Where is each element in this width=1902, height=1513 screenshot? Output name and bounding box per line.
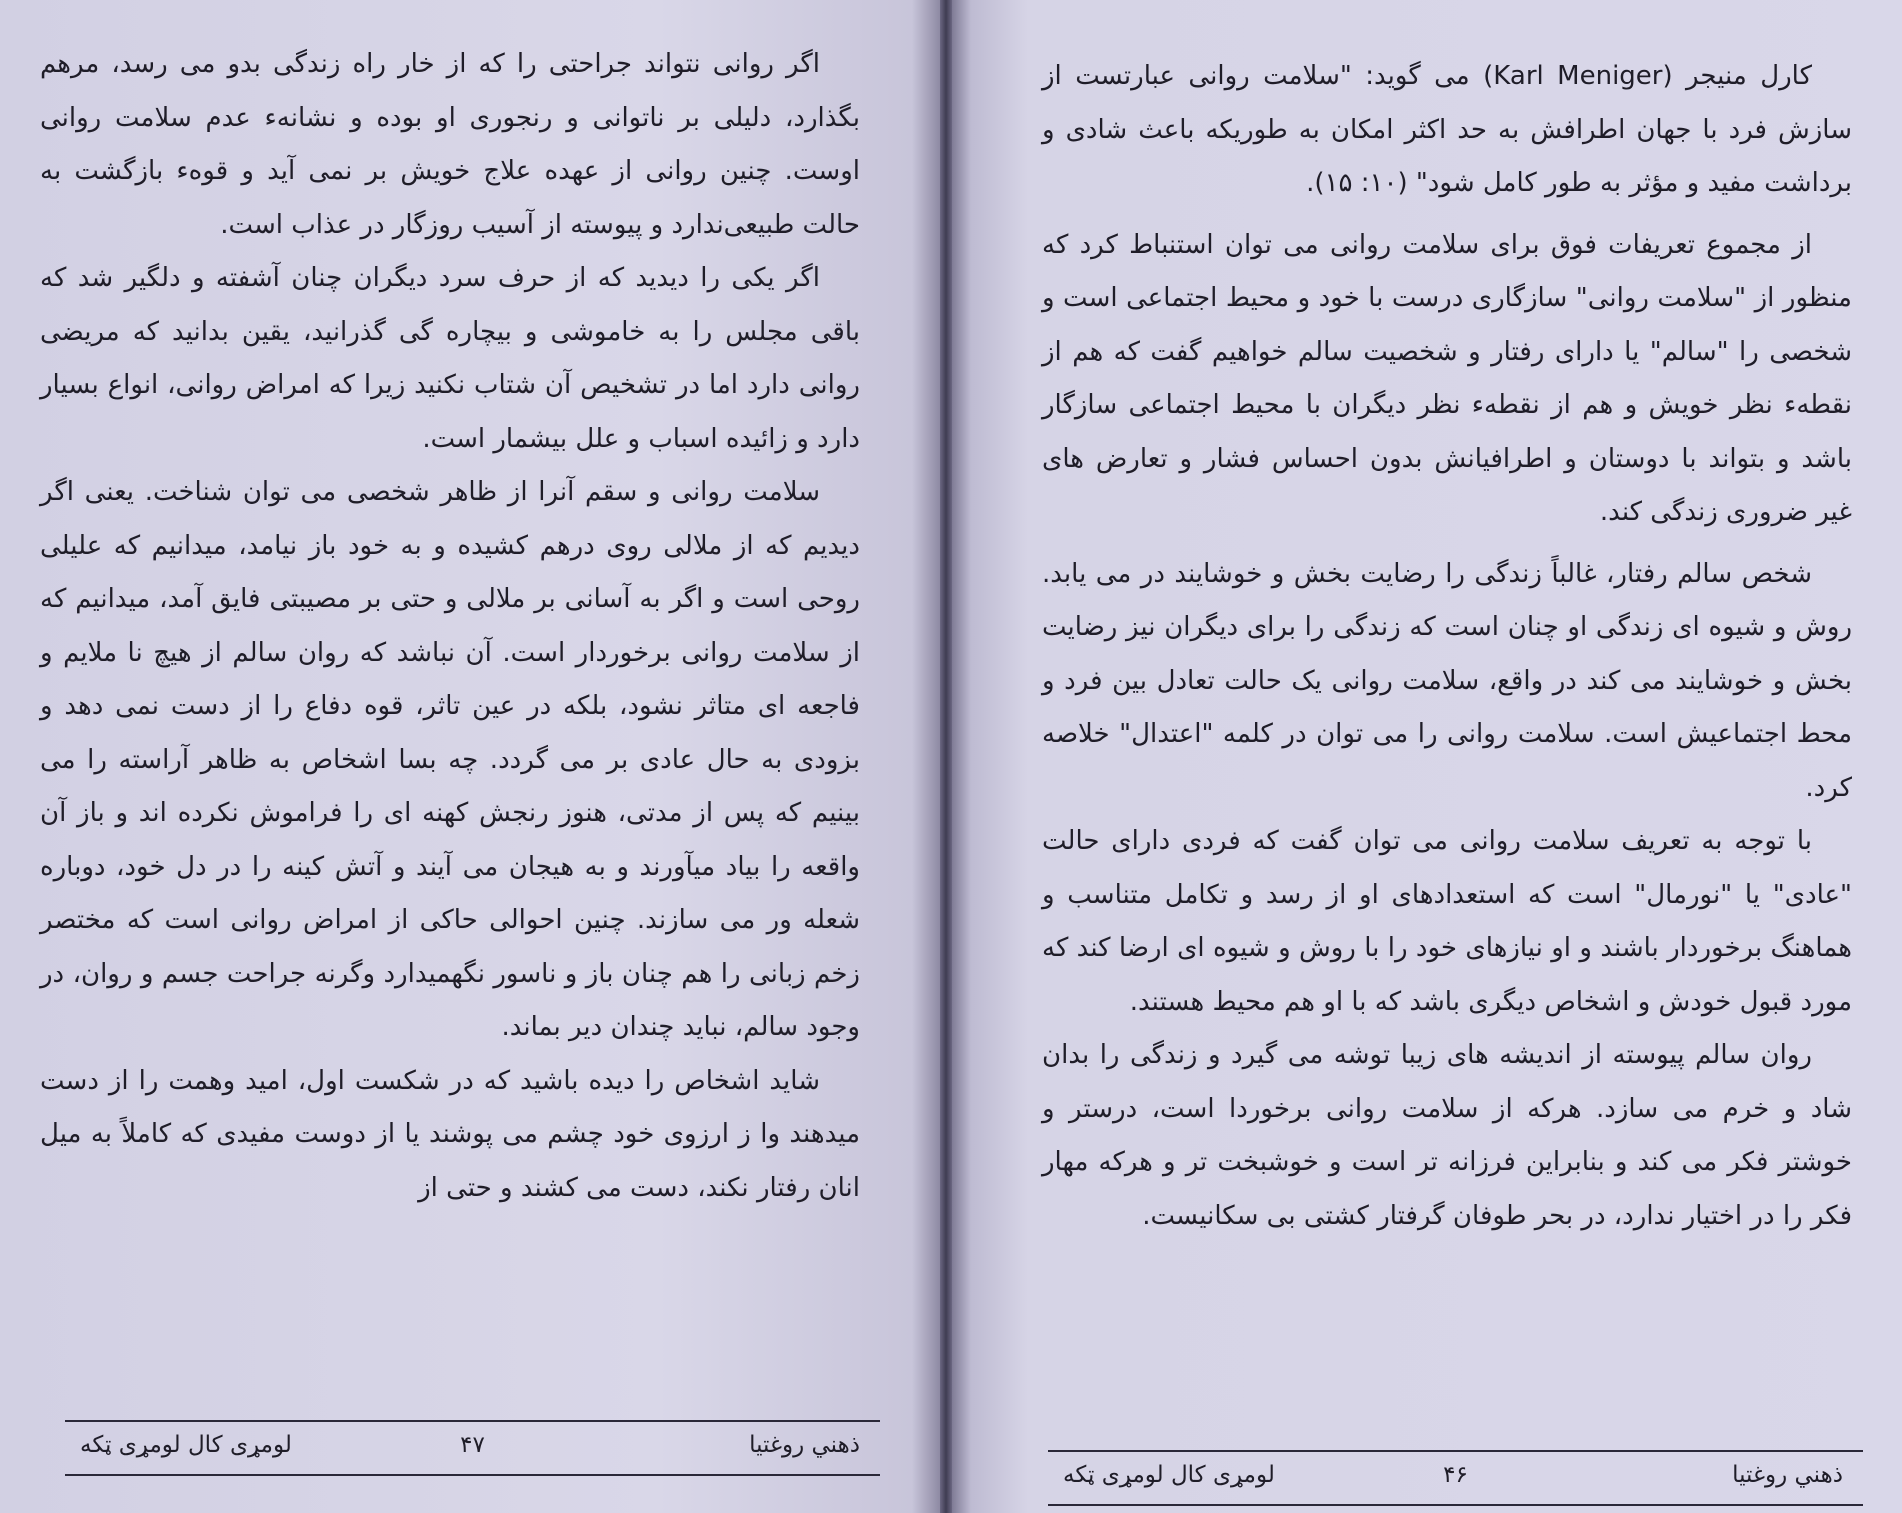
- left-paragraph-4: شاید اشخاص را دیده باشید که در شکست اول، امید وهمت را از دست میدهند وا ز ارزوی خود چشم می پوشند یا از دوست مفیدی که کاملاً به میل انان رفتار نکند، دست می کشند و حتی از: [40, 1065, 860, 1203]
- right-page-footer: [1048, 1450, 1863, 1506]
- right-footer-book-title: ذهني روغتيا: [1732, 1462, 1843, 1488]
- right-page: [952, 0, 1902, 1513]
- right-paragraph-5: روان سالم پیوسته از اندیشه های زیبا توشه می گیرد و زندگی را بدان شاد و خرم می سازد. هرکه از سلامت روانی برخوردا است، درستر و خوشتر فکر می کند و بنابراین فرزانه تر است و خوشبخت تر و هرکه مهار فکر را در اختیار ندارد، در بحر طوفان گرفتار کشتی بی سکانیست.: [1042, 1040, 1852, 1231]
- right-paragraph-3: شخص سالم رفتار، غالباً زندگی را رضایت بخش و خوشایند در می یابد. روش و شیوه ای زندگی او چنان است که زندگی را برای دیگران نیز رضایت بخش و خوشایند می کند در واقع، سلامت روانی یک حالت تعادل بین فرد و محط اجتماعیش است. سلامت روانی را می توان در کلمه "اعتدال" خلاصه کرد.: [1042, 558, 1852, 803]
- left-paragraph-1: اگر روانی نتواند جراحتی را که از خار راه زندگی بدو می رسد، مرهم بگذارد، دلیلی بر ناتوانی و رنجوری او بوده و نشانهء عدم سلامت روانی اوست. چنین روانی از عهده علاج خویش بر نمی آید و قوهء بازگشت به حالت طبیعی‌ندارد و پیوسته از آسیب روزگار در عذاب است.: [40, 49, 860, 240]
- right-paragraph-2: از مجموع تعریفات فوق برای سلامت روانی می توان استنباط کرد که منظور از "سلامت روانی" سازگاری درست با خود و محیط اجتماعی است و شخصی را "سالم" یا دارای رفتار و شخصیت سالم خواهیم گفت که هم از نقطهء نظر خویش و هم از نقطهء نظر دیگران با محیط اجتماعی سازگار باشد و بتواند با دوستان و اطرافیانش بدون احساس فشار و تعارض های غیر ضروری زندگی کند.: [1042, 229, 1852, 527]
- left-footer-grade: لومړی کال لومړی ټکه: [80, 1432, 292, 1458]
- right-paragraph-1: کارل منیجر (Karl Meniger) می گوید: "سلامت روانی عبارتست از سازش فرد با جهان اطرافش به حد اکثر امکان به طوریکه باعث شادی و برداشت مفید و مؤثر به طور کامل شود" (۱۰: ۱۵).: [1042, 61, 1852, 198]
- right-footer-page-number: ۴۶: [1443, 1462, 1468, 1488]
- left-paragraph-3: سلامت روانی و سقم آنرا از ظاهر شخصی می توان شناخت. یعنی اگر دیدیم که از ملالی روی درهم کشیده و به خود باز نیامد، میدانیم که علیلی روحی است و اگر به آسانی بر ملالی و حتی بر مصیبتی فایق آمد، میدانیم که از سلامت روانی برخوردار است. آن نباشد که روان سالم از هیچ نا ملایم و فاجعه ای متاثر نشود، بلکه در عین تاثر، قوه دفاع را از دست نمی دهد و بزودی به حال عادی بر می گردد. چه بسا اشخاص به ظاهر آراسته را می بینیم که پس از مدتی، هنوز رنجش کهنه ای را فراموش نکرده اند و باز آن واقعه را بیاد میآورند و به هیجان می آیند و آتش کینه را در دل خود، دوباره شعله ور می سازند. چنین احوالی حاکی از امراض روانی است که مختصر زخم زبانی را هم چنان باز و ناسور نگهمیدارد وگرنه جراحت جسم و روان، در وجود سالم، نباید چندان دیر بماند.: [40, 477, 860, 1042]
- right-footer-grade: لومړی کال لومړی ټکه: [1063, 1462, 1275, 1488]
- book-spine: [940, 0, 952, 1513]
- left-page-footer: [65, 1420, 880, 1476]
- left-footer-book-title: ذهني روغتيا: [749, 1432, 860, 1458]
- left-page-body: [40, 38, 860, 1215]
- right-page-body: [1042, 50, 1852, 1243]
- left-page: [0, 0, 940, 1513]
- left-paragraph-2: اگر یکی را دیدید که از حرف سرد دیگران چنان آشفته و دلگیر شد که باقی مجلس را به خاموشی و بیچاره گی گذرانید، یقین بدانید که مریضی روانی دارد اما در تشخیص آن شتاب نکنید زیرا که امراض روانی، انواع بسیار دارد و زائیده اسباب و علل بیشمار است.: [40, 263, 860, 454]
- right-paragraph-4: با توجه به تعریف سلامت روانی می توان گفت که فردی دارای حالت "عادی" یا "نورمال" است که استعدادهای او از رسد و تکامل متناسب و هماهنگ برخوردار باشند و او نیازهای خود را با روش و شیوه ای ارضا کند که مورد قبول خودش و اشخاص دیگری باشد که با او هم محیط هستند.: [1042, 826, 1852, 1017]
- left-footer-page-number: ۴۷: [460, 1432, 485, 1458]
